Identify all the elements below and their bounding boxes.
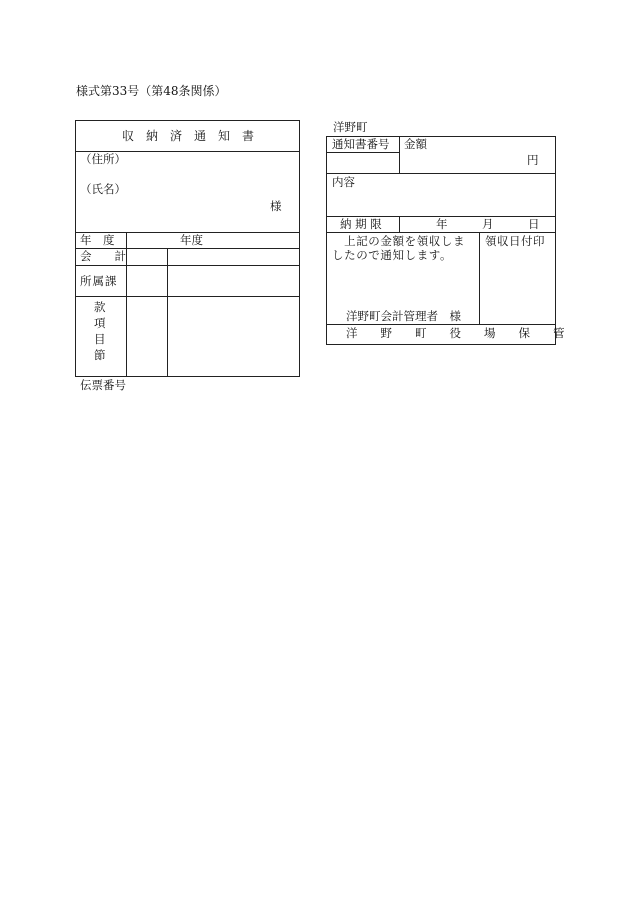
divider <box>75 265 300 266</box>
manager-label: 洋野町会計管理者 様 <box>346 309 461 323</box>
divider <box>75 296 300 297</box>
divider <box>399 136 400 174</box>
due-label: 納 期 限 <box>340 217 382 231</box>
left-form-title: 収 納 済 通 知 書 <box>122 129 255 143</box>
department-label: 所属課 <box>80 274 118 288</box>
divider <box>326 324 556 325</box>
year-value: 年度 <box>180 233 203 247</box>
category-label: 款 項 目 節 <box>94 300 106 362</box>
account-label: 会 計 <box>80 249 126 263</box>
content-label: 内容 <box>332 175 355 189</box>
year-label: 年 度 <box>80 233 115 247</box>
amount-label: 金額 <box>404 137 427 151</box>
divider <box>126 232 127 377</box>
receipt-stamp-label: 領収日付印 <box>485 234 545 248</box>
voucher-label: 伝票番号 <box>80 378 126 392</box>
divider <box>479 232 480 324</box>
name-label: （氏名） <box>80 182 126 196</box>
message-line-1: 上記の金額を領収しま <box>332 234 466 248</box>
divider <box>326 152 400 153</box>
town-label: 洋野町 <box>333 120 368 134</box>
message-line-2: したので通知します。 <box>332 248 453 262</box>
honorific-sama: 様 <box>270 199 282 213</box>
address-label: （住所） <box>80 152 126 166</box>
divider <box>399 216 400 232</box>
divider <box>167 248 168 377</box>
due-date: 年 月 日 <box>436 217 540 231</box>
divider <box>326 232 556 233</box>
divider <box>326 173 556 174</box>
notice-number-label: 通知書番号 <box>332 137 390 151</box>
form-number-title: 様式第33号（第48条関係） <box>76 84 227 98</box>
yen-label: 円 <box>527 153 539 167</box>
storage-label: 洋 野 町 役 場 保 管 <box>346 326 565 340</box>
